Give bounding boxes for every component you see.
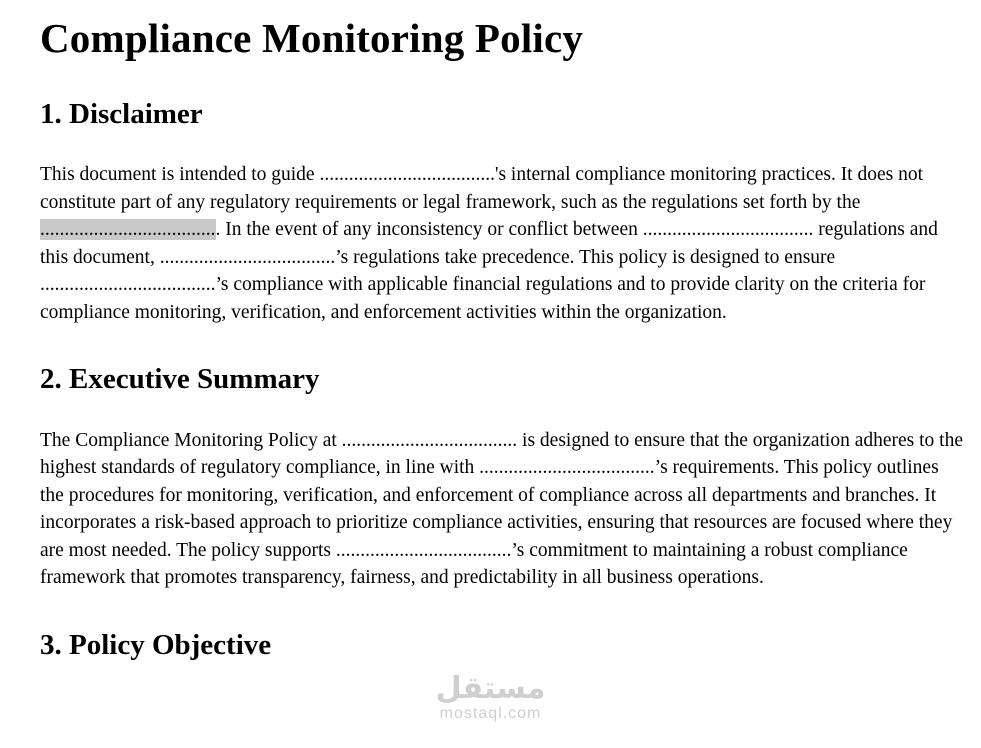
section-heading-policy-objective: 3. Policy Objective <box>40 628 272 661</box>
section-heading-disclaimer: 1. Disclaimer <box>40 98 203 131</box>
disclaimer-highlighted-blank: .................................... <box>40 219 216 241</box>
watermark-url: mostaql.com <box>439 705 542 722</box>
section-heading-executive-summary: 2. Executive Summary <box>40 363 320 396</box>
mostaql-logo: مستقل <box>435 671 546 706</box>
executive-summary-paragraph: The Compliance Monitoring Policy at .................................... is designed to ensure that the organization adheres to the highest standards of regulatory compliance, in line with ....................................’s requirements. This policy outlines the procedures for monitoring, verification, and enforcement of compliance across all departments and branches. It incorporates a risk-based approach to prioritize compliance activities, ensuring that resources are focused where they are most needed. The policy supports ....................................’s commitment to maintaining a robust compliance framework that promotes transparency, fairness, and predictability in all business operations. <box>40 429 964 589</box>
disclaimer-paragraph <box>40 161 963 326</box>
watermark <box>435 671 546 723</box>
disclaimer-text-before-highlight: This document is intended to guide ....................................'s internal compliance monitoring practices. It does not constitute part of any regulatory requirements or legal framework, such as the regulations set forth by the <box>40 164 924 213</box>
disclaimer-text-after-highlight: . In the event of any inconsistency or conflict between ................................... regulations and this document, ....................................’s regulations take precedence. This policy is designed to ensure ....................................’s compliance with applicable financial regulations and to provide clarity on the criteria for compliance monitoring, verification, and enforcement activities within the organization. <box>40 219 938 323</box>
document-title: Compliance Monitoring Policy <box>40 15 584 61</box>
